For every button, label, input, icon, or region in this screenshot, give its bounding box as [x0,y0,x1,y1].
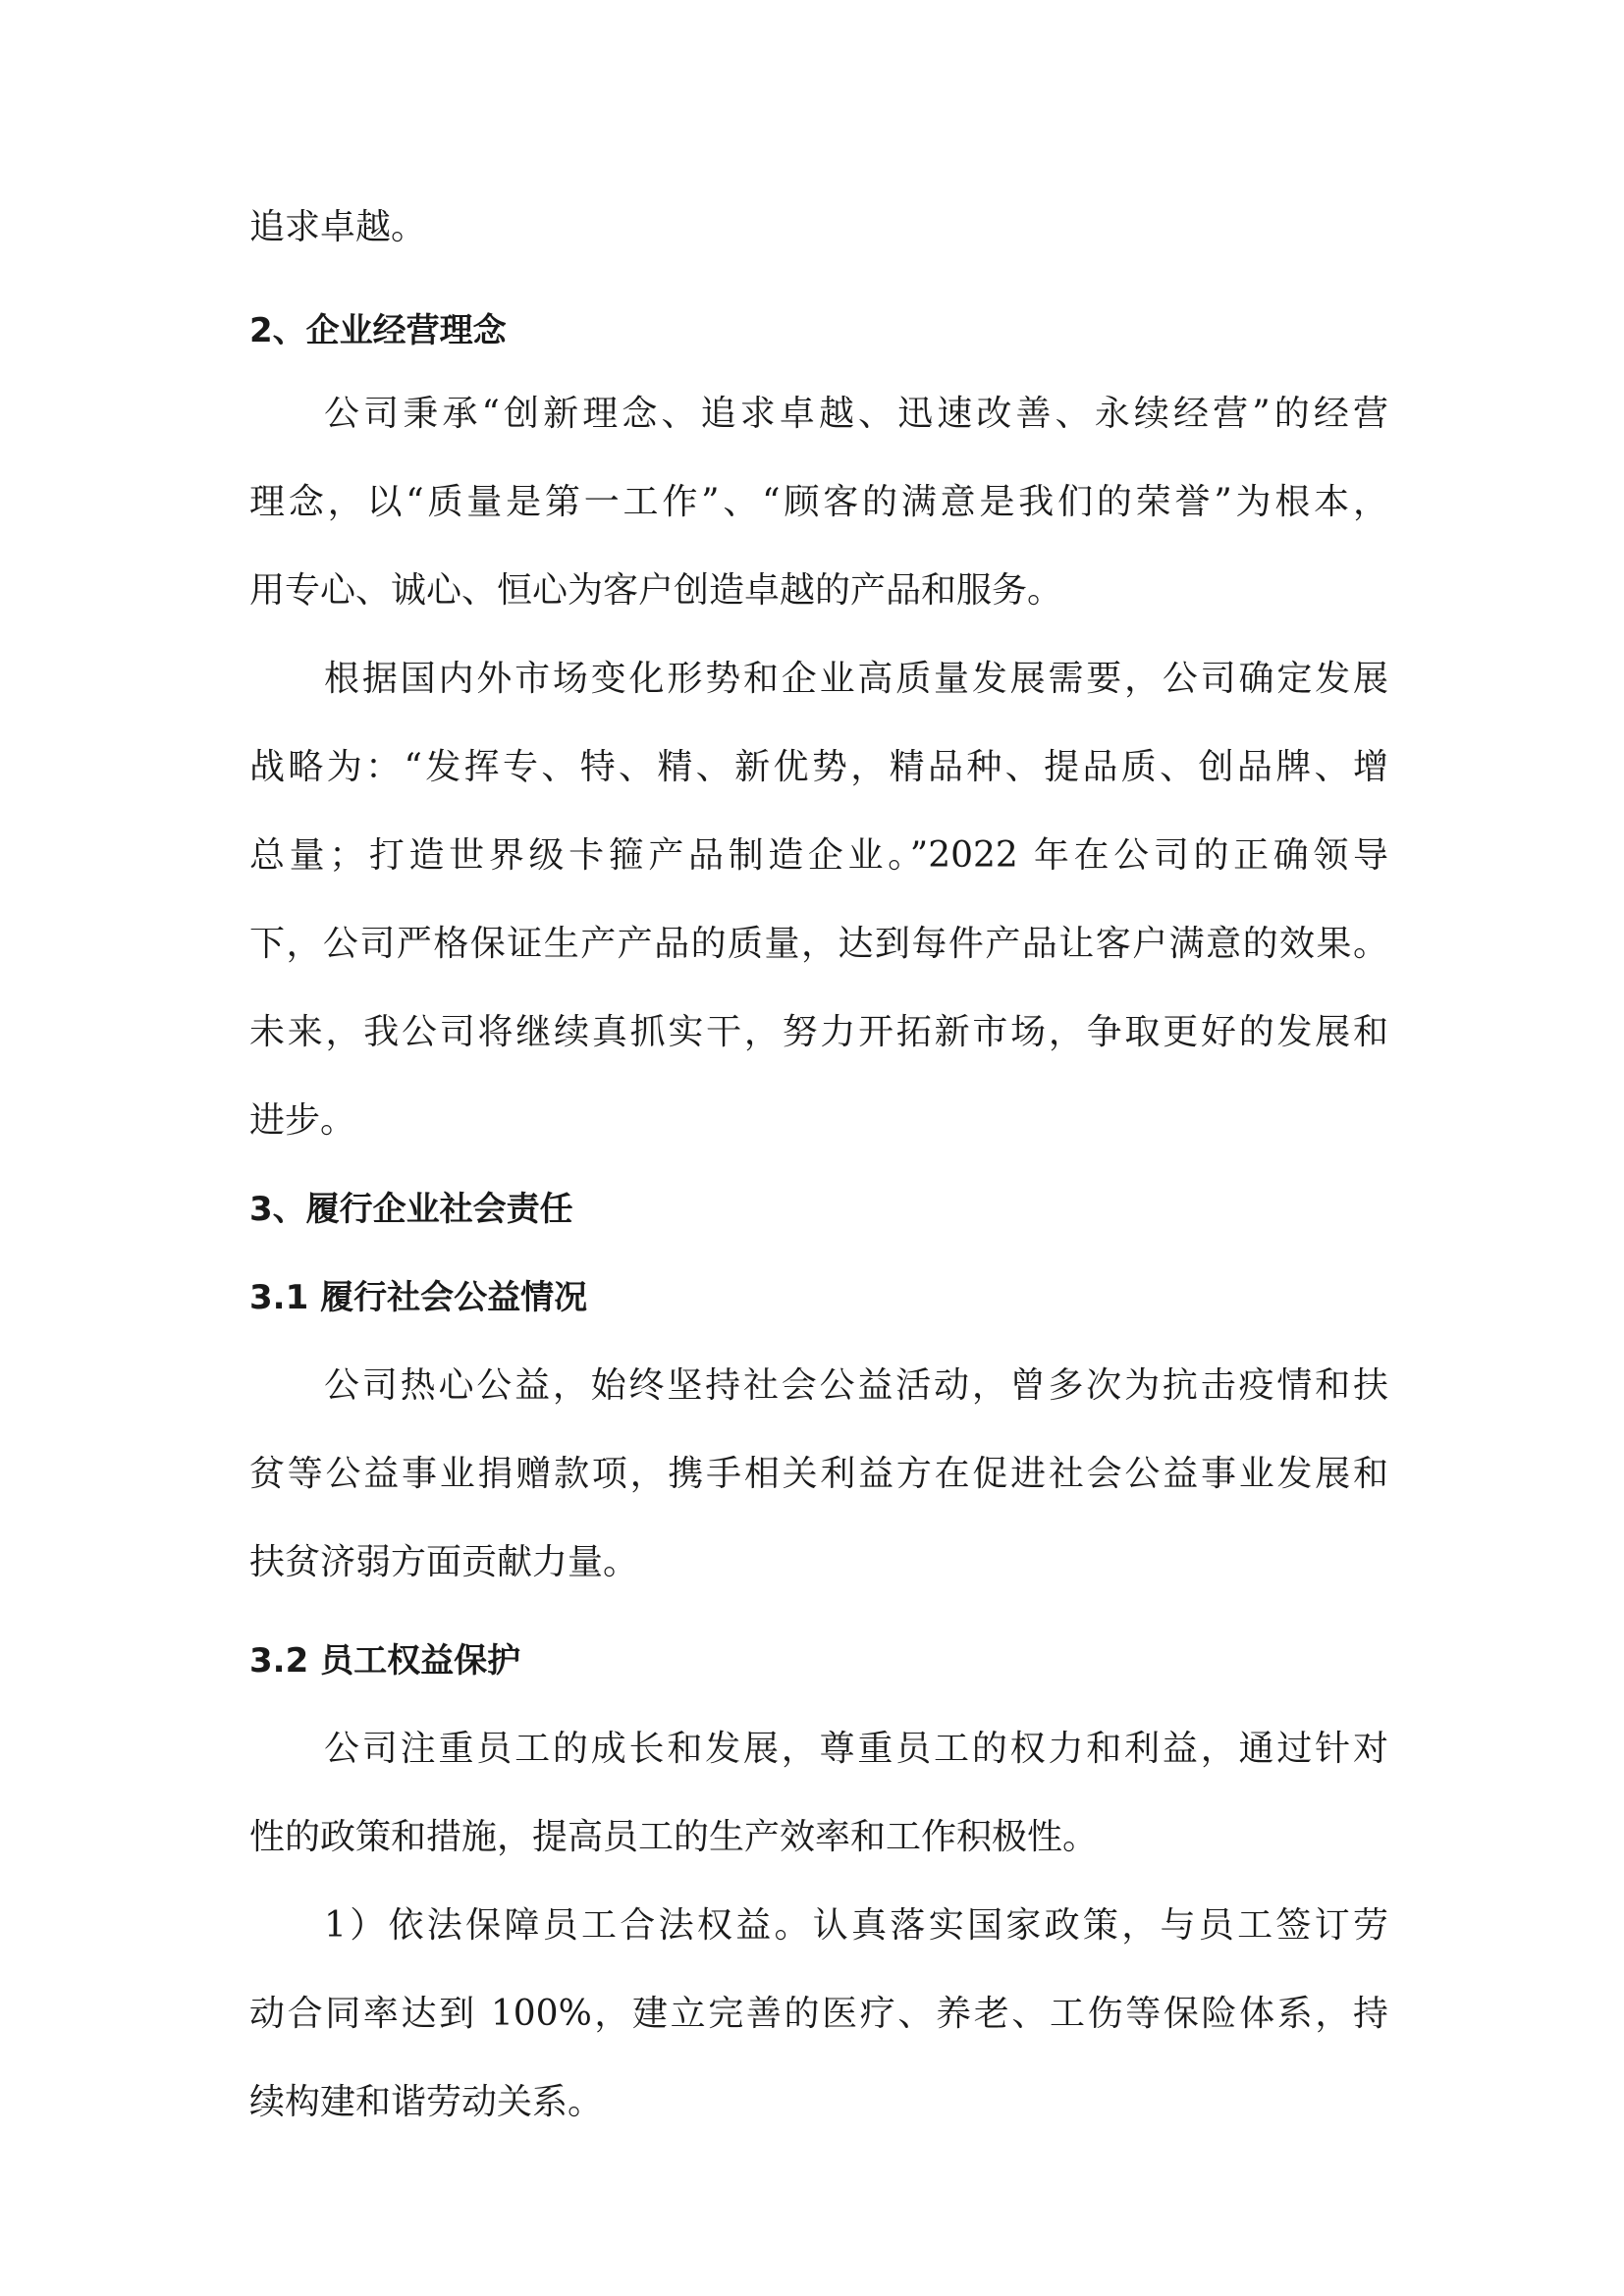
paragraph-line: 根据国内外市场变化形势和企业高质量发展需要，公司确定发展 [324,659,1388,699]
paragraph-line: 追求卓越。 [249,207,427,247]
paragraph-line: 贫等公益事业捐赠款项，携手相关利益方在促进社会公益事业发展和 [249,1454,1388,1494]
paragraph-line: 性的政策和措施，提高员工的生产效率和工作积极性。 [249,1817,1099,1857]
paragraph-line: 总量；打造世界级卡箍产品制造企业。”2022 年在公司的正确领导 [249,835,1388,876]
paragraph-line: 公司热心公益，始终坚持社会公益活动，曾多次为抗击疫情和扶 [324,1365,1388,1406]
paragraph-line: 动合同率达到 100%，建立完善的医疗、养老、工伤等保险体系，持 [249,1994,1388,2034]
paragraph-line: 下，公司严格保证生产产品的质量，达到每件产品让客户满意的效果。 [249,924,1388,964]
section-heading: 2、企业经营理念 [249,311,507,350]
paragraph-line: 续构建和谐劳动关系。 [249,2082,604,2122]
paragraph-line: 战略为：“发挥专、特、精、新优势，精品种、提品质、创品牌、增 [249,747,1388,787]
paragraph-line: 进步。 [249,1100,356,1141]
paragraph-line: 公司秉承“创新理念、追求卓越、迅速改善、永续经营”的经营 [324,394,1388,434]
paragraph-line: 扶贫济弱方面贡献力量。 [249,1542,639,1582]
section-heading: 3、履行企业社会责任 [249,1190,573,1229]
paragraph-line: 未来，我公司将继续真抓实干，努力开拓新市场，争取更好的发展和 [249,1012,1388,1052]
paragraph-line: 理念，以“质量是第一工作”、“顾客的满意是我们的荣誉”为根本， [249,482,1388,522]
paragraph-line: 1）依法保障员工合法权益。认真落实国家政策，与员工签订劳 [324,1905,1388,1946]
paragraph-line: 公司注重员工的成长和发展，尊重员工的权力和利益，通过针对 [324,1729,1388,1769]
subsection-heading: 3.1 履行社会公益情况 [249,1278,588,1317]
subsection-heading: 3.2 员工权益保护 [249,1641,521,1681]
paragraph-line: 用专心、诚心、恒心为客户创造卓越的产品和服务。 [249,570,1063,611]
